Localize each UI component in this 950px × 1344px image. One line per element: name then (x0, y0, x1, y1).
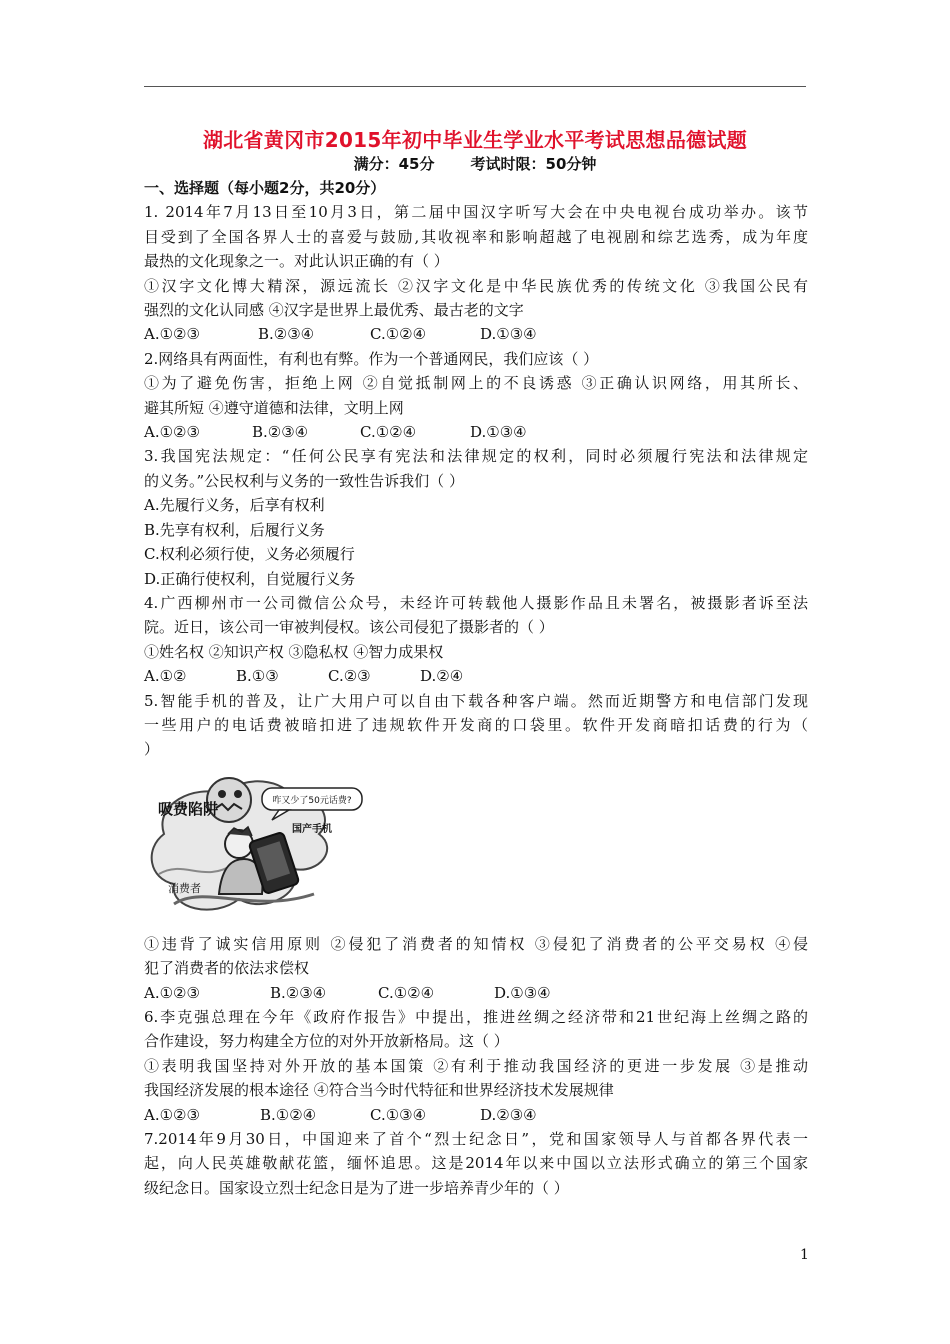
question-line: ①违背了诚实信用原则 ②侵犯了消费者的知情权 ③侵犯了消费者的公平交易权 ④侵 (144, 934, 808, 953)
question-line: 我国经济发展的根本途径 ④符合当今时代特征和世界经济技术发展规律 (144, 1081, 614, 1100)
section-heading: 一、选择题（每小题2分，共20分） (144, 179, 386, 197)
question-line: 的义务。”公民权利与义务的一致性告诉我们（ ） (144, 471, 464, 490)
question-line: 强烈的文化认同感 ④汉字是世界上最优秀、最古老的文字 (144, 301, 524, 320)
question-line: 起，向人民英雄敬献花篮，缅怀追思。这是2014年以来中国以立法形式确立的第三个国家 (144, 1154, 808, 1173)
question-line: 一些用户的电话费被暗扣进了违规软件开发商的口袋里。软件开发商暗扣话费的行为（ (144, 715, 808, 734)
answer-options (144, 322, 808, 346)
option-b[interactable]: B.①②④ (260, 1105, 317, 1124)
question-line: 5.智能手机的普及，让广大用户可以自由下载各种客户端。然而近期警方和电信部门发现 (144, 691, 808, 710)
question-line: ①为了避免伤害，拒绝上网 ②自觉抵制网上的不良诱惑 ③正确认识网络，用其所长、 (144, 374, 808, 393)
question-7 (144, 1127, 808, 1200)
question-line: 7.2014年9月30日，中国迎来了首个“烈士纪念日”，党和国家领导人与首都各界代表一 (144, 1130, 808, 1148)
question-line: 犯了消费者的依法求偿权 (144, 959, 310, 978)
option-d[interactable]: D.①③④ (480, 325, 537, 344)
question-line: 最热的文化现象之一。对此认识正确的有（ ） (144, 252, 449, 271)
question-line: 级纪念日。国家设立烈士纪念日是为了进一步培养青少年的（ ） (144, 1178, 569, 1197)
question-line: 合作建设，努力构建全方位的对外开放新格局。这（ ） (144, 1032, 509, 1051)
question-line: 避其所短 ④遵守道德和法律，文明上网 (144, 398, 404, 417)
header-rule (144, 86, 806, 87)
question-2 (144, 347, 808, 445)
option-b[interactable]: B.②③④ (252, 423, 309, 442)
trap-label: 吸费陷阱 (158, 799, 219, 818)
option-d[interactable]: D.②④ (420, 667, 464, 686)
option-a[interactable]: A.①② (144, 667, 187, 686)
time-label: 考试时限：50分钟 (470, 155, 597, 173)
score-label: 满分：45分 (353, 155, 435, 173)
bubble-text: 咋又少了50元话费? (272, 795, 352, 806)
option-c[interactable]: C.①③④ (370, 1105, 427, 1124)
answer-options (144, 1103, 808, 1127)
option-b[interactable]: B.②③④ (258, 325, 315, 344)
exam-content (144, 176, 808, 1200)
option-a[interactable]: A.①②③ (144, 325, 200, 344)
option-d[interactable]: D.①③④ (470, 423, 527, 442)
question-line: ①汉字文化博大精深，源远流长 ②汉字文化是中华民族优秀的传统文化 ③我国公民有 (144, 276, 808, 295)
question-1 (144, 200, 808, 346)
consumer-cartoon (144, 764, 366, 928)
answer-options (144, 664, 808, 688)
question-line: ①姓名权 ②知识产权 ③隐私权 ④智力成果权 (144, 642, 444, 661)
question-4 (144, 591, 808, 689)
question-line: ） (144, 740, 160, 759)
option-a[interactable]: A.①②③ (144, 423, 200, 442)
question-line: 1. 2014年7月13日至10月3日，第二届中国汉字听写大会在中央电视台成功举办。该节 (144, 203, 808, 222)
option-d[interactable]: D.正确行使权利，自觉履行义务 (144, 569, 356, 588)
option-c[interactable]: C.权利必须行使，义务必须履行 (144, 545, 355, 564)
option-c[interactable]: C.②③ (328, 667, 371, 686)
option-c[interactable]: C.①②④ (378, 983, 435, 1002)
question-line: 6.李克强总理在今年《政府作报告》中提出，推进丝绸之经济带和21世纪海上丝绸之路的 (144, 1007, 808, 1026)
answer-options (144, 420, 808, 444)
exam-info (0, 153, 950, 174)
phone-label: 国产手机 (292, 823, 332, 835)
question-5 (144, 689, 808, 1005)
option-b[interactable]: B.②③④ (270, 983, 327, 1002)
question-line: 3.我国宪法规定：“任何公民享有宪法和法律规定的权利，同时必须履行宪法和法律规定 (144, 447, 808, 466)
option-b[interactable]: B.①③ (236, 667, 279, 686)
option-d[interactable]: D.①③④ (494, 983, 551, 1002)
option-c[interactable]: C.①②④ (360, 423, 417, 442)
question-line: 2.网络具有两面性，有利也有弊。作为一个普通网民，我们应该（ ） (144, 349, 599, 368)
question-3 (144, 444, 808, 590)
consumer-label: 消费者 (168, 881, 201, 895)
question-line: 院。近日，该公司一审被判侵权。该公司侵犯了摄影者的（ ） (144, 618, 554, 637)
answer-options (144, 981, 808, 1005)
option-a[interactable]: A.①②③ (144, 983, 200, 1002)
option-b[interactable]: B.先享有权利，后履行义务 (144, 520, 325, 539)
cartoon-illustration (144, 764, 366, 928)
option-d[interactable]: D.②③④ (480, 1105, 537, 1124)
question-line: 4.广西柳州市一公司微信公众号，未经许可转载他人摄影作品且未署名，被摄影者诉至法 (144, 593, 808, 612)
page-title: 湖北省黄冈市2015年初中毕业生学业水平考试思想品德试题 (202, 128, 748, 152)
page-number: 1 (800, 1247, 809, 1263)
option-a[interactable]: A.①②③ (144, 1105, 200, 1124)
option-a[interactable]: A.先履行义务，后享有权利 (144, 496, 325, 515)
question-line: ①表明我国坚持对外开放的基本国策 ②有利于推动我国经济的更进一步发展 ③是推动 (144, 1056, 808, 1075)
option-c[interactable]: C.①②④ (370, 325, 427, 344)
question-line: 目受到了全国各界人士的喜爱与鼓励,其收视率和影响超越了电视剧和综艺选秀，成为年度 (144, 227, 808, 246)
question-6 (144, 1005, 808, 1127)
